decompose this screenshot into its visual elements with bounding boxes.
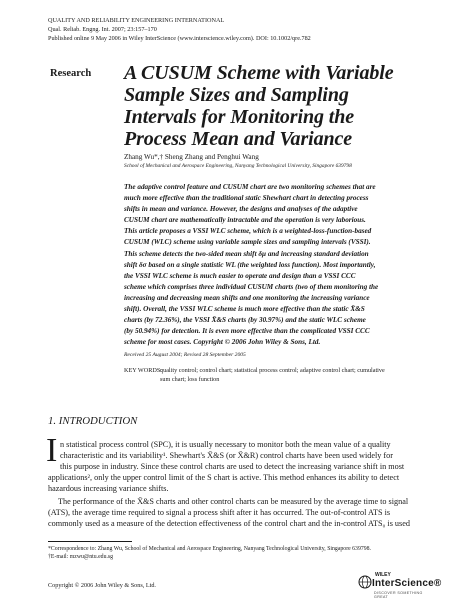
keywords xyxy=(160,366,430,384)
abstract-line: shift δσ based on a single statistic WL (the weighted loss function). Most importantly, xyxy=(124,260,376,269)
received-dates: Received 25 August 2004; Revised 28 September 2005 xyxy=(124,352,246,358)
title-line: A CUSUM Scheme with Variable xyxy=(124,62,394,84)
body-line: hazardous increasing variance shifts. xyxy=(48,484,169,494)
wiley-interscience-logo xyxy=(358,572,442,602)
title-line: Intervals for Monitoring the xyxy=(124,106,355,128)
body-line: commonly used as a measure of the detection effectiveness of the control chart and the in-control ATS₀ is used xyxy=(48,519,410,529)
article-title xyxy=(124,62,393,150)
body-line: The performance of the X̄&S charts and other control charts can be measured by the average time to signal xyxy=(58,497,409,506)
citation: Qual. Reliab. Engng. Int. 2007; 23:157–170 xyxy=(48,26,157,33)
drop-cap: I xyxy=(46,432,58,469)
logo-interscience-text: InterScience® xyxy=(372,578,442,589)
abstract-line: shift). Overall, the VSSI WLC scheme is much more effective than the static X̄&S xyxy=(124,305,365,314)
abstract-line: (by 50.94%) for detection. It is even more effective than the complicated VSSI CCC xyxy=(124,327,370,336)
journal-name: QUALITY AND RELIABILITY ENGINEERING INTERNATIONAL xyxy=(48,17,225,24)
title-line: Sample Sizes and Sampling xyxy=(124,84,349,106)
body-line: applications², only the upper control limit of the S chart is active. This method enhances its ability to detect xyxy=(48,473,400,482)
abstract-line: This article proposes a VSSI WLC scheme, which is a weighted-loss-function-based xyxy=(124,227,372,236)
footnote-rule xyxy=(48,541,132,542)
paragraph-2 xyxy=(48,496,428,529)
abstract-line: The adaptive control feature and CUSUM chart are two monitoring schemes that are xyxy=(124,183,376,191)
logo-wiley-text: WILEY xyxy=(375,572,391,578)
globe-icon xyxy=(358,575,372,589)
authors: Zhang Wu*,† Sheng Zhang and Penghui Wang xyxy=(124,153,259,161)
body-line: characteristic and its variability¹. Shewhart's X̄&S (or X̄&R) control charts have been used widely for xyxy=(60,451,393,461)
keywords-line: quality control; control chart; statistical process control; adaptive control chart; cumulative xyxy=(160,367,385,374)
abstract-line: shifts in mean and variance. However, the designs and analyses of the adaptive xyxy=(124,205,358,214)
section-heading: 1. INTRODUCTION xyxy=(48,415,138,427)
abstract-line: much more effective than the traditional static Shewhart chart in detecting process xyxy=(124,194,369,203)
copyright-footer: Copyright © 2006 John Wiley & Sons, Ltd. xyxy=(48,582,156,589)
abstract-line: increasing and decreasing mean shifts and one monitoring the increasing variance xyxy=(124,293,370,302)
keywords-line: sum chart; loss function xyxy=(160,376,220,383)
footnotes xyxy=(48,545,438,562)
abstract-line: This scheme detects the two-sided mean shift δμ and increasing standard deviation xyxy=(124,249,369,258)
keywords-label: KEY WORDS: xyxy=(124,367,162,374)
abstract xyxy=(124,182,424,348)
abstract-line: scheme which comprises three individual CUSUM charts (two of them monitoring the xyxy=(124,282,379,291)
intro-paragraph-rest xyxy=(48,472,428,494)
logo-tagline: DISCOVER SOMETHING GREAT xyxy=(374,591,423,599)
body-line: n statistical process control (SPC), it is usually necessary to monitor both the mean value of a quality xyxy=(60,440,391,449)
abstract-line: scheme for most cases. Copyright © 2006 John Wiley & Sons, Ltd. xyxy=(124,338,321,347)
footnote: *Correspondence to: Zhang Wu, School of Mechanical and Aerospace Engineering, Nanyang Technological University, Singapore 639798. xyxy=(48,546,371,552)
section-label: Research xyxy=(50,68,92,79)
footnote: †E-mail: mzwu@ntu.edu.sg xyxy=(48,554,114,561)
intro-paragraph-top xyxy=(60,439,428,472)
abstract-line: CUSUM chart are mathematically intractable and the operation is very laborious. xyxy=(124,216,366,225)
body-line: this purpose in industry. Since these control charts are used to detect the increasing variance shift in most xyxy=(60,462,405,472)
abstract-line: charts (by 72.36%), the VSSI X̄&S charts (by 30.97%) and the static WLC scheme xyxy=(124,316,366,325)
abstract-line: the VSSI WLC scheme is much easier to operate and design than a VSSI CCC xyxy=(124,271,356,280)
publication-info: Published online 9 May 2006 in Wiley InterScience (www.interscience.wiley.com). DOI: 10.1002/qre.782 xyxy=(48,35,311,42)
title-line: Process Mean and Variance xyxy=(124,128,353,150)
body-line: (ATS), the average time required to signal a process shift after it has occurred. The out-of-control ATS is xyxy=(48,508,391,518)
affiliation: School of Mechanical and Aerospace Engineering, Nanyang Technological University, Singapore 639798 xyxy=(124,163,352,169)
abstract-line: CUSUM (WLC) scheme using variable sample sizes and sampling intervals (VSSI). xyxy=(124,238,371,247)
